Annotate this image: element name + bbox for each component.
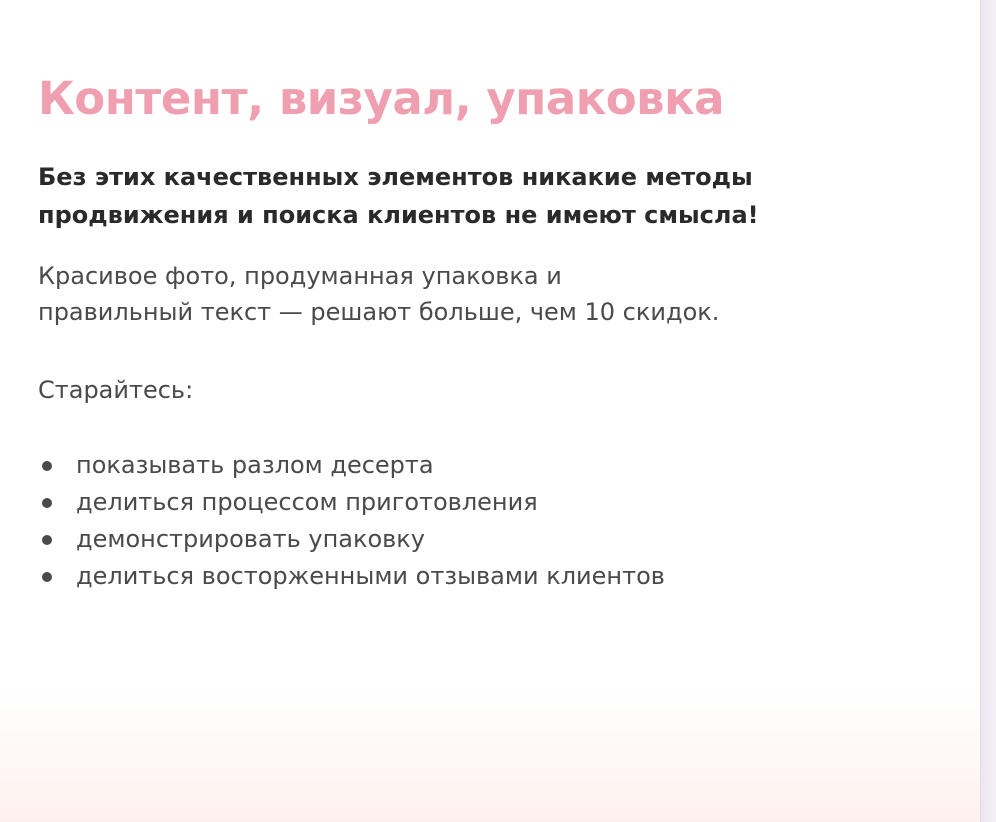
bullet-icon xyxy=(42,498,52,508)
slide-subtitle xyxy=(38,158,938,234)
list-item xyxy=(38,521,665,558)
body-line: Красивое фото, продуманная упаковка и xyxy=(38,262,562,290)
slide-body-text xyxy=(38,258,719,330)
tip-text: демонстрировать упаковку xyxy=(76,525,425,553)
bullet-icon xyxy=(42,461,52,471)
subtitle-line: Без этих качественных элементов никакие методы xyxy=(38,163,753,191)
window-edge-strip xyxy=(980,0,996,822)
tip-text: делиться процессом приготовления xyxy=(76,488,538,516)
bullet-icon xyxy=(42,572,52,582)
slide-title: Контент, визуал, упаковка xyxy=(38,72,725,125)
tips-list xyxy=(38,447,665,595)
list-item xyxy=(38,484,665,521)
tip-text: делиться восторженными отзывами клиентов xyxy=(76,562,665,590)
list-item xyxy=(38,558,665,595)
tips-heading: Старайтесь: xyxy=(38,376,194,404)
tip-text: показывать разлом десерта xyxy=(76,451,434,479)
bullet-icon xyxy=(42,535,52,545)
subtitle-line: продвижения и поиска клиентов не имеют смысла! xyxy=(38,201,759,229)
body-line: правильный текст — решают больше, чем 10 скидок. xyxy=(38,298,720,326)
list-item xyxy=(38,447,665,484)
